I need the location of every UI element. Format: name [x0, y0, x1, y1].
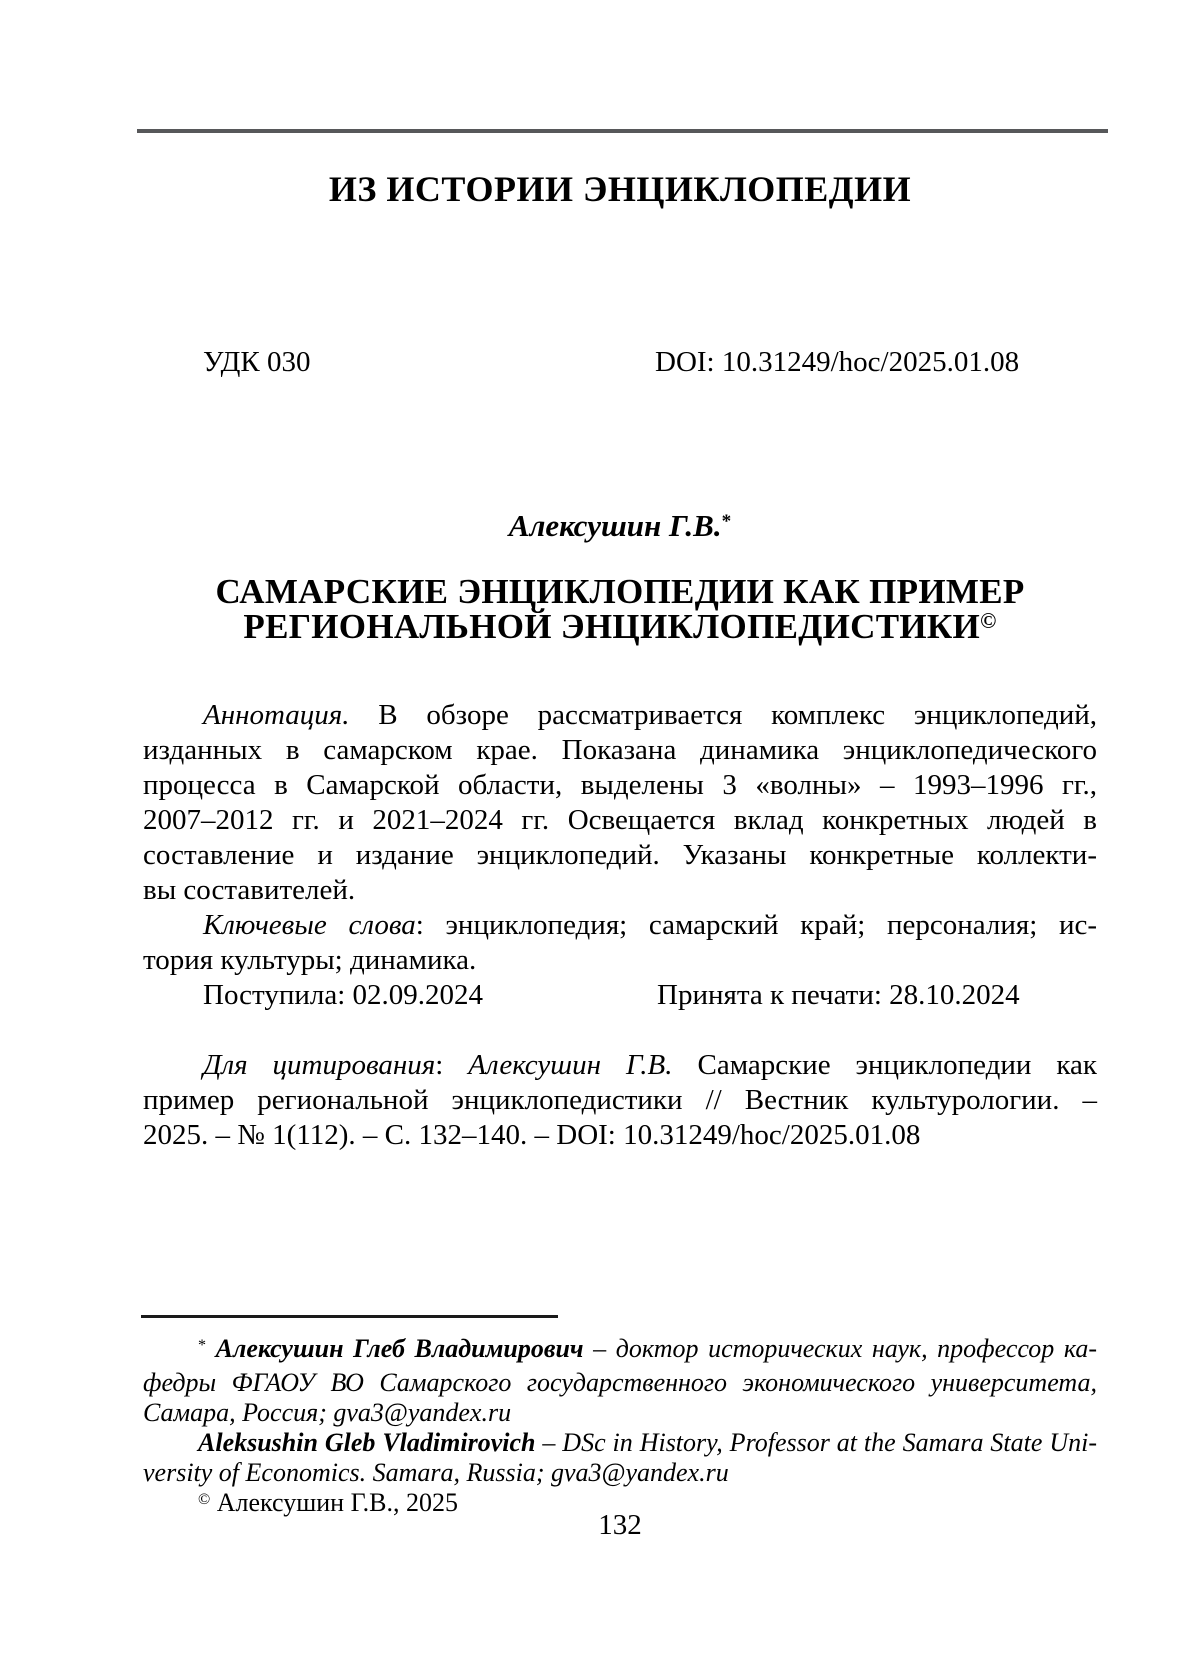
- udk-label: УДК 030: [203, 346, 311, 378]
- article-title: [143, 574, 1097, 649]
- text-segment: Aleksushin Gleb Vladimirovich: [198, 1428, 536, 1457]
- text-segment: : энциклопедия; самарский край; персоналия; ис-: [415, 909, 1097, 941]
- received-date: Поступила: 02.09.2024: [203, 979, 484, 1011]
- text-segment: – доктор исторических наук, профессор ка-: [583, 1334, 1098, 1363]
- text-line: [143, 1048, 1097, 1083]
- text-segment: 2007–2012 гг. и 2021–2024 гг. Освещается вклад конкретных людей в: [143, 804, 1097, 836]
- page-number: 132: [598, 1509, 642, 1541]
- text-segment: Для цитирования: [203, 1049, 436, 1081]
- text-line: [143, 574, 1097, 609]
- text-segment: ©: [980, 609, 997, 634]
- footnote-author-ru: [143, 1334, 1097, 1428]
- text-segment: ©: [198, 1490, 211, 1508]
- footnote-block: [143, 1334, 1097, 1522]
- text-segment: [206, 1334, 216, 1363]
- text-line: [143, 1428, 1097, 1458]
- top-divider-rule: [137, 129, 1108, 133]
- text-segment: процесса в Самарской области, выделены 3 «волны» – 1993–1996 гг.,: [143, 769, 1097, 801]
- udk-doi-row: [143, 345, 1097, 380]
- text-line: [143, 908, 1097, 943]
- text-segment: :: [435, 1049, 469, 1081]
- text-segment: В обзоре рассматривается комплекс энциклопедий,: [349, 699, 1097, 731]
- text-segment: САМАРСКИЕ ЭНЦИКЛОПЕДИИ КАК ПРИМЕР: [215, 572, 1025, 611]
- blank-line: [143, 1013, 1097, 1048]
- text-line: [143, 609, 1097, 649]
- citation-paragraph: [143, 1048, 1097, 1153]
- text-line: [143, 1368, 1097, 1398]
- text-segment: versity of Economics. Samara, Russia; gva3@yandex.ru: [143, 1458, 729, 1487]
- text-segment: вы составителей.: [143, 874, 356, 906]
- text-segment: федры ФГАОУ ВО Самарского государственного экономического университета,: [143, 1368, 1097, 1397]
- footnote-author-en: [143, 1428, 1097, 1488]
- text-segment: – DSc in History, Professor at the Samara State Uni-: [535, 1428, 1097, 1457]
- text-segment: Алексушин Г.В.: [468, 1049, 673, 1081]
- text-segment: 2025. – № 1(112). – С. 132–140. – DOI: 10.31249/hoc/2025.01.08: [143, 1119, 921, 1151]
- text-line: [143, 1118, 1097, 1153]
- author-line: [143, 508, 1097, 548]
- text-line: [143, 803, 1097, 838]
- text-segment: Ключевые слова: [203, 909, 416, 941]
- text-segment: Алексушин Г.В.: [508, 508, 722, 543]
- text-line: [143, 1458, 1097, 1488]
- text-line: [143, 508, 1097, 548]
- section-title: ИЗ ИСТОРИИ ЭНЦИКЛОПЕДИИ: [328, 169, 912, 209]
- text-line: [143, 943, 1097, 978]
- abstract-paragraph: [143, 698, 1097, 908]
- text-segment: пример региональной энциклопедистики // Вестник культурологии. –: [143, 1084, 1097, 1116]
- keywords-paragraph: [143, 908, 1097, 978]
- text-segment: Аннотация.: [203, 699, 350, 731]
- text-segment: составление и издание энциклопедий. Указаны конкретные коллекти-: [143, 839, 1097, 871]
- text-line: [143, 873, 1097, 908]
- text-segment: тория культуры; динамика.: [143, 944, 477, 976]
- text-line: [143, 1398, 1097, 1428]
- footnote-divider-rule: [141, 1315, 558, 1318]
- text-segment: *: [198, 1336, 207, 1354]
- doi-label: DOI: 10.31249/hoc/2025.01.08: [655, 346, 1020, 378]
- text-segment: изданных в самарском крае. Показана динамика энциклопедического: [143, 734, 1097, 766]
- text-line: [143, 698, 1097, 733]
- text-segment: Самара, Россия; gva3@yandex.ru: [143, 1398, 512, 1427]
- front-matter: [143, 698, 1097, 1153]
- text-line: [143, 1083, 1097, 1118]
- text-segment: Алексушин Глеб Владимирович: [215, 1334, 584, 1363]
- text-segment: Самарские энциклопедии как: [672, 1049, 1097, 1081]
- accepted-date: Принята к печати: 28.10.2024: [657, 979, 1020, 1011]
- text-segment: *: [721, 511, 732, 533]
- dates-row: [143, 978, 1097, 1013]
- text-line: [143, 768, 1097, 803]
- text-segment: Алексушин Г.В., 2025: [210, 1488, 459, 1517]
- text-line: [143, 733, 1097, 768]
- text-segment: РЕГИОНАЛЬНОЙ ЭНЦИКЛОПЕДИСТИКИ: [243, 607, 981, 646]
- text-line: [143, 838, 1097, 873]
- text-line: [143, 1334, 1097, 1368]
